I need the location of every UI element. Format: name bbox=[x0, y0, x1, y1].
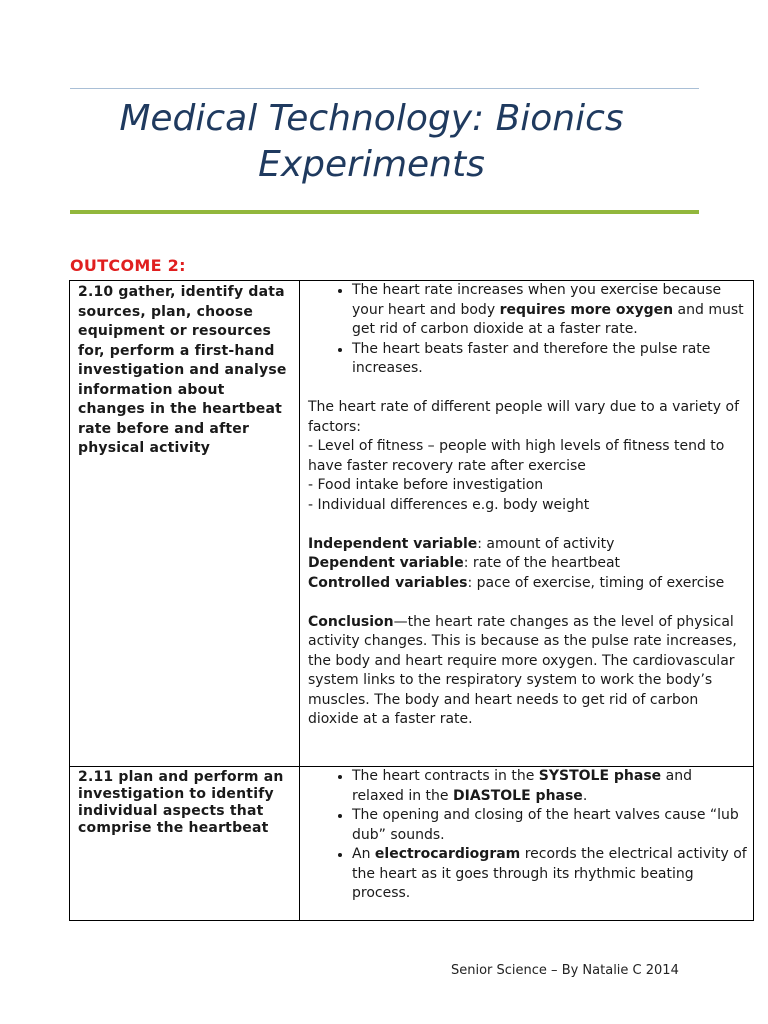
list-item: • The heart contracts in the SYSTOLE phase and relaxed in the DIASTOLE phase. bbox=[352, 767, 747, 806]
controlled-variables: Controlled variables: pace of exercise, timing of exercise bbox=[308, 574, 725, 591]
notes-cell bbox=[300, 767, 754, 921]
title-line-1: Medical Technology: Bionics bbox=[119, 98, 624, 139]
table-row bbox=[70, 281, 754, 767]
factor-item: - Individual differences e.g. body weight bbox=[308, 496, 590, 513]
factor-item: - Food intake before investigation bbox=[308, 477, 544, 493]
list-item: • An electrocardiogram records the electrical activity of the heart as it goes through its rhythmic beating process. bbox=[352, 845, 747, 904]
table-row bbox=[70, 767, 754, 921]
outcome-table bbox=[69, 280, 754, 921]
page-title bbox=[70, 96, 699, 188]
syllabus-point-cell: 2.11 plan and perform an investigation to identify individual aspects that comprise the heartbeat bbox=[70, 767, 300, 921]
notes-cell bbox=[300, 281, 754, 767]
list-item: • The opening and closing of the heart valves cause “lub dub” sounds. bbox=[352, 806, 747, 845]
conclusion: Conclusion—the heart rate changes as the level of physical activity changes. This is because as the pulse rate increases, the body and heart require more oxygen. The cardiovascular system links to the respiratory system to work the body’s muscles. The body and heart needs to get rid of carbon dioxide at a faster rate. bbox=[308, 613, 737, 727]
factor-item: - Level of fitness – people with high levels of fitness tend to have faster recovery rate after exercise bbox=[308, 438, 725, 474]
independent-variable: Independent variable: amount of activity bbox=[308, 535, 615, 552]
list-item: • The heart beats faster and therefore the pulse rate increases. bbox=[352, 340, 747, 379]
bullet-list bbox=[308, 281, 747, 379]
page-footer: Senior Science – By Natalie C 2014 bbox=[451, 963, 679, 978]
header-top-rule bbox=[70, 88, 699, 89]
outcome-heading: OUTCOME 2: bbox=[70, 256, 186, 275]
list-item: • The heart rate increases when you exercise because your heart and body requires more oxygen and must get rid of carbon dioxide at a faster rate. bbox=[352, 281, 747, 340]
title-line-2: Experiments bbox=[258, 144, 485, 185]
dependent-variable: Dependent variable: rate of the heartbeat bbox=[308, 555, 621, 571]
title-underline bbox=[70, 210, 699, 214]
syllabus-point-cell: 2.10 gather, identify data sources, plan, choose equipment or resources for, perform a first-hand investigation and analyse information about changes in the heartbeat rate before and after physical activity bbox=[70, 281, 300, 767]
factors-intro: The heart rate of different people will vary due to a variety of factors: bbox=[308, 399, 740, 435]
bullet-list bbox=[308, 767, 747, 904]
